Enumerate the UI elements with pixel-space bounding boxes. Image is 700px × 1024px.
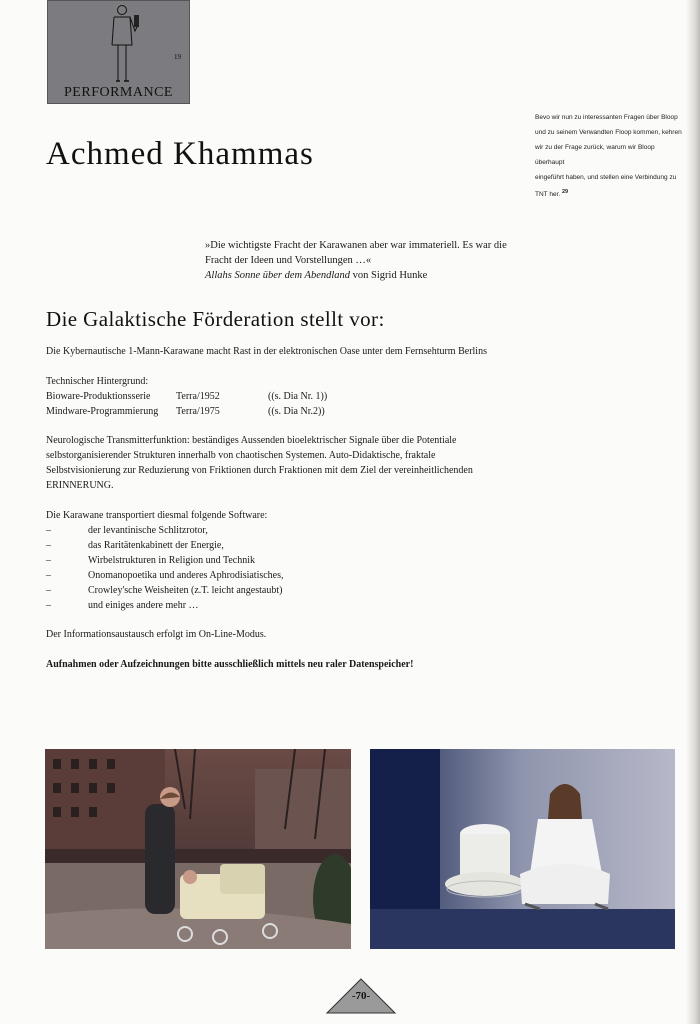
- sidenote-line: TNT her. $^{29}$: [535, 189, 569, 199]
- sidenote: [535, 110, 685, 202]
- exchange-note: Der Informationsaustausch erfolgt im On-Line-Modus.: [46, 629, 267, 640]
- epigraph-quote: [205, 238, 535, 283]
- list-item: – und einiges andere mehr …: [46, 600, 199, 611]
- intro-paragraph: Die Kybernautische 1-Mann-Karawane macht Rast in der elektronischen Oase unter dem Fernsehturm Berlins: [46, 346, 487, 357]
- sidenote-line: Bevo wir nun zu interessanten Fragen über Bloop: [535, 114, 678, 121]
- list-item: – Crowley'sche Weisheiten (z.T. leicht angestaubt): [46, 585, 283, 596]
- list-item: – der levantinische Schlitzrotor,: [46, 525, 208, 536]
- software-list: [46, 508, 284, 613]
- page-number: -70-: [351, 990, 371, 1002]
- sidenote-line: eingeführt haben, und stellen eine Verbindung zu: [535, 174, 677, 181]
- neuro-line: selbstorganisierender Strukturen innerhalb von chaotischen Systemen. Auto-Didaktische, fraktale: [46, 450, 436, 461]
- quote-source-title: Allahs Sonne über dem Abendland: [205, 270, 351, 281]
- sidenote-line: wir zu der Frage zurück, warum wir Bloop überhaupt: [535, 144, 655, 166]
- badge-label: PERFORMANCE: [64, 85, 173, 100]
- performance-badge: [47, 0, 190, 104]
- neuro-paragraph: [46, 433, 506, 493]
- standing-figure-illustration: [102, 1, 142, 83]
- quote-line: Fracht der Ideen und Vorstellungen …«: [205, 255, 372, 266]
- list-item: – Onomanopoetika und anderes Aphrodisiatisches,: [46, 570, 284, 581]
- list-item: – Wirbelstrukturen in Religion und Technik: [46, 555, 256, 566]
- tech-origin: Terra/1952: [176, 391, 220, 402]
- recording-warning: Aufnahmen oder Aufzeichnungen bitte ausschließlich mittels neu raler Datenspeicher!: [46, 659, 414, 670]
- photo-woman-with-pram: [45, 749, 351, 949]
- photo-seated-man: [370, 749, 675, 949]
- tech-row: [46, 404, 327, 419]
- neuro-line: Selbstvisionierung zur Reduzierung von Friktionen durch Fraktionen mit dem Ziel der vereinheitlichenden: [46, 465, 473, 476]
- quote-source: [205, 268, 535, 283]
- footnote-marker: 29: [561, 189, 569, 195]
- quote-source-author: von Sigrid Hunke: [350, 270, 428, 281]
- technical-background: [46, 374, 327, 419]
- tech-name: Mindware-Programmierung: [46, 406, 159, 417]
- photo-seated-man-image: [370, 749, 675, 949]
- tech-ref: ((s. Dia Nr.2)): [268, 406, 325, 417]
- badge-number: 19: [174, 53, 181, 61]
- list-item: – das Raritätenkabinett der Energie,: [46, 540, 224, 551]
- software-title: Die Karawane transportiert diesmal folgende Software:: [46, 510, 268, 521]
- tech-origin: Terra/1975: [176, 406, 220, 417]
- quote-line: »Die wichtigste Fracht der Karawanen aber war immateriell. Es war die: [205, 240, 507, 251]
- section-heading: Die Galaktische Förderation stellt vor:: [46, 307, 385, 331]
- tech-ref: ((s. Dia Nr. 1)): [268, 391, 328, 402]
- author-name: Achmed Khammas: [46, 136, 314, 172]
- tech-row: [46, 389, 327, 404]
- sidenote-line: und zu seinem Verwandten Floop kommen, kehren: [535, 129, 682, 136]
- tech-title: Technischer Hintergrund:: [46, 376, 149, 387]
- neuro-line: ERINNERUNG.: [46, 480, 114, 491]
- photo-woman-with-pram-image: [45, 749, 351, 949]
- page-number-marker: [326, 978, 396, 1014]
- page-spine-shadow: [686, 0, 700, 1024]
- tech-name: Bioware-Produktionsserie: [46, 391, 151, 402]
- neuro-line: Neurologische Transmitterfunktion: beständiges Aussenden bioelektrischer Signale über die Potentiale: [46, 435, 457, 446]
